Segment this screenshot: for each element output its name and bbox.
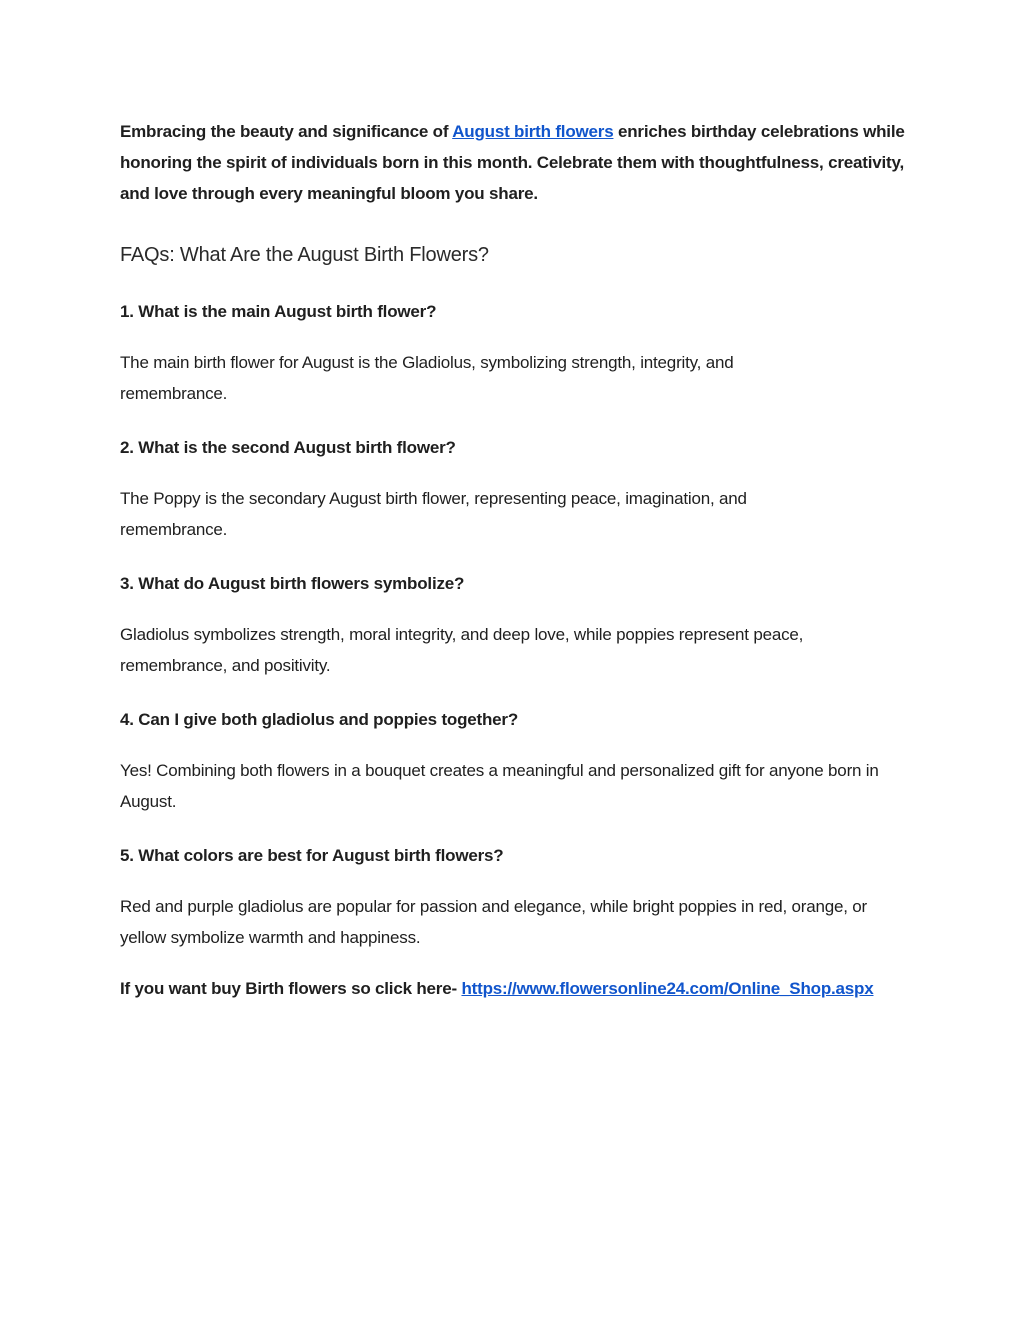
faq-answer-1: The main birth flower for August is the Gladiolus, symbolizing strength, integrity, and remembrance. — [120, 353, 734, 403]
faq-answer-5: Red and purple gladiolus are popular for passion and elegance, while bright poppies in red, orange, or yellow symbolize warmth and happiness. — [120, 897, 867, 947]
faq-answer-2: The Poppy is the secondary August birth flower, representing peace, imagination, and remembrance. — [120, 489, 747, 539]
online-shop-link[interactable]: https://www.flowersonline24.com/Online_Shop.aspx — [461, 979, 874, 998]
faq-answer-3: Gladiolus symbolizes strength, moral integrity, and deep love, while poppies represent peace, remembrance, and positivity. — [120, 625, 804, 675]
faq-question-3: 3. What do August birth flowers symbolize? — [120, 574, 465, 593]
intro-text-after: enriches birthday celebrations while honoring the spirit of individuals born in this month. Celebrate them with thoughtfulness, creativity, and love through every meaningful bloom you share. — [120, 122, 905, 203]
faq-heading: FAQs: What Are the August Birth Flowers? — [120, 244, 489, 266]
cta-text: If you want buy Birth flowers so click here- — [120, 979, 462, 998]
intro-paragraph — [120, 116, 910, 209]
faq-question-5: 5. What colors are best for August birth flowers? — [120, 846, 504, 865]
faq-question-1: 1. What is the main August birth flower? — [120, 302, 437, 321]
shop-call-to-action — [120, 973, 910, 1004]
august-birth-flowers-link[interactable]: August birth flowers — [452, 122, 614, 141]
document-page — [120, 0, 920, 1325]
intro-text-before: Embracing the beauty and significance of — [120, 122, 453, 141]
faq-question-2: 2. What is the second August birth flower? — [120, 438, 456, 457]
faq-answer-4: Yes! Combining both flowers in a bouquet creates a meaningful and personalized gift for anyone born in August. — [120, 761, 879, 811]
faq-question-4: 4. Can I give both gladiolus and poppies together? — [120, 710, 519, 729]
